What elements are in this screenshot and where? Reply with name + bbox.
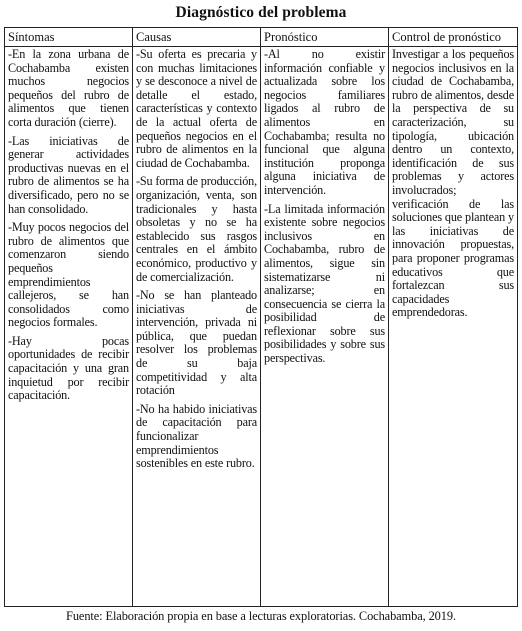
- list-item: -Su forma de producción, organización, venta, son tradicionales y hasta obsoletas y no se ha establecido sus rasgos centrales en el ámbito económico, productivo y de comercialización.: [136, 174, 257, 284]
- column-header-control: Control de pronóstico: [389, 28, 518, 47]
- column-header-pronostico: Pronóstico: [261, 28, 389, 47]
- cell-causas: [133, 47, 261, 607]
- table-row: [5, 47, 518, 607]
- header-row: [5, 28, 518, 47]
- list-item: -Hay pocas oportunidades de recibir capacitación y una gran inquietud por recibir capacitación.: [8, 333, 129, 403]
- cell-pronostico: [261, 47, 389, 607]
- list-item: -Al no existir información confiable y actualizada sobre los negocios familiares ligados al rubro de alimentos en Cochabamba; resulta no funcional que alguna institución proponga alguna iniciativa de intervención.: [264, 47, 385, 197]
- column-header-causas: Causas: [133, 28, 261, 47]
- list-item: -Muy pocos negocios del rubro de alimentos que comenzaron siendo pequeños emprendimientos callejeros, se han consolidados como negocios formales.: [8, 220, 129, 330]
- list-item: Investigar a los pequeños negocios inclusivos en la ciudad de Cochabamba, rubro de alimentos, desde la perspectiva de su caracterización, su tipología, ubicación dentro un contexto, identificación de sus problemas y actores involucrados; verificación de las soluciones que plantean y las iniciativas de innovación propuestas, para proponer programas educativos que fortalezcan sus capacidades emprendedoras.: [392, 47, 514, 320]
- column-header-sintomas: Síntomas: [5, 28, 133, 47]
- cell-control: [389, 47, 518, 607]
- diagnosis-table: [4, 27, 518, 607]
- list-item: -La limitada información existente sobre negocios inclusivos en Cochabamba, rubro de alimentos, sigue sin sistematizarse ni analizarse; en consecuencia se cierra la posibilidad de reflexionar sobre sus posibilidades y sobre sus perspectivas.: [264, 201, 385, 366]
- list-item: -En la zona urbana de Cochabamba existen muchos negocios pequeños del rubro de alimentos que tienen corta duración (cierre).: [8, 47, 129, 129]
- table-title: Diagnóstico del problema: [175, 4, 347, 21]
- source-note: Fuente: Elaboración propia en base a lecturas exploratorias. Cochabamba, 2019.: [66, 609, 456, 623]
- list-item: -No ha habido iniciativas de capacitación para funcionalizar emprendimientos sostenibles en este rubro.: [136, 401, 257, 471]
- list-item: -Las iniciativas de generar actividades productivas nuevas en el rubro de alimentos se ha diversificado, pero no se han consolidado.: [8, 133, 129, 216]
- list-item: -Su oferta es precaria y con muchas limitaciones y se desconoce a nivel de detalle el estado, características y contexto de la actual oferta de pequeños negocios en el rubro de alimentos en la ciudad de Cochabamba.: [136, 47, 257, 170]
- cell-sintomas: [5, 47, 133, 607]
- list-item: -No se han planteado iniciativas de intervención, privada ni pública, que puedan resolver los problemas de su baja competitividad y alta rotación: [136, 288, 257, 398]
